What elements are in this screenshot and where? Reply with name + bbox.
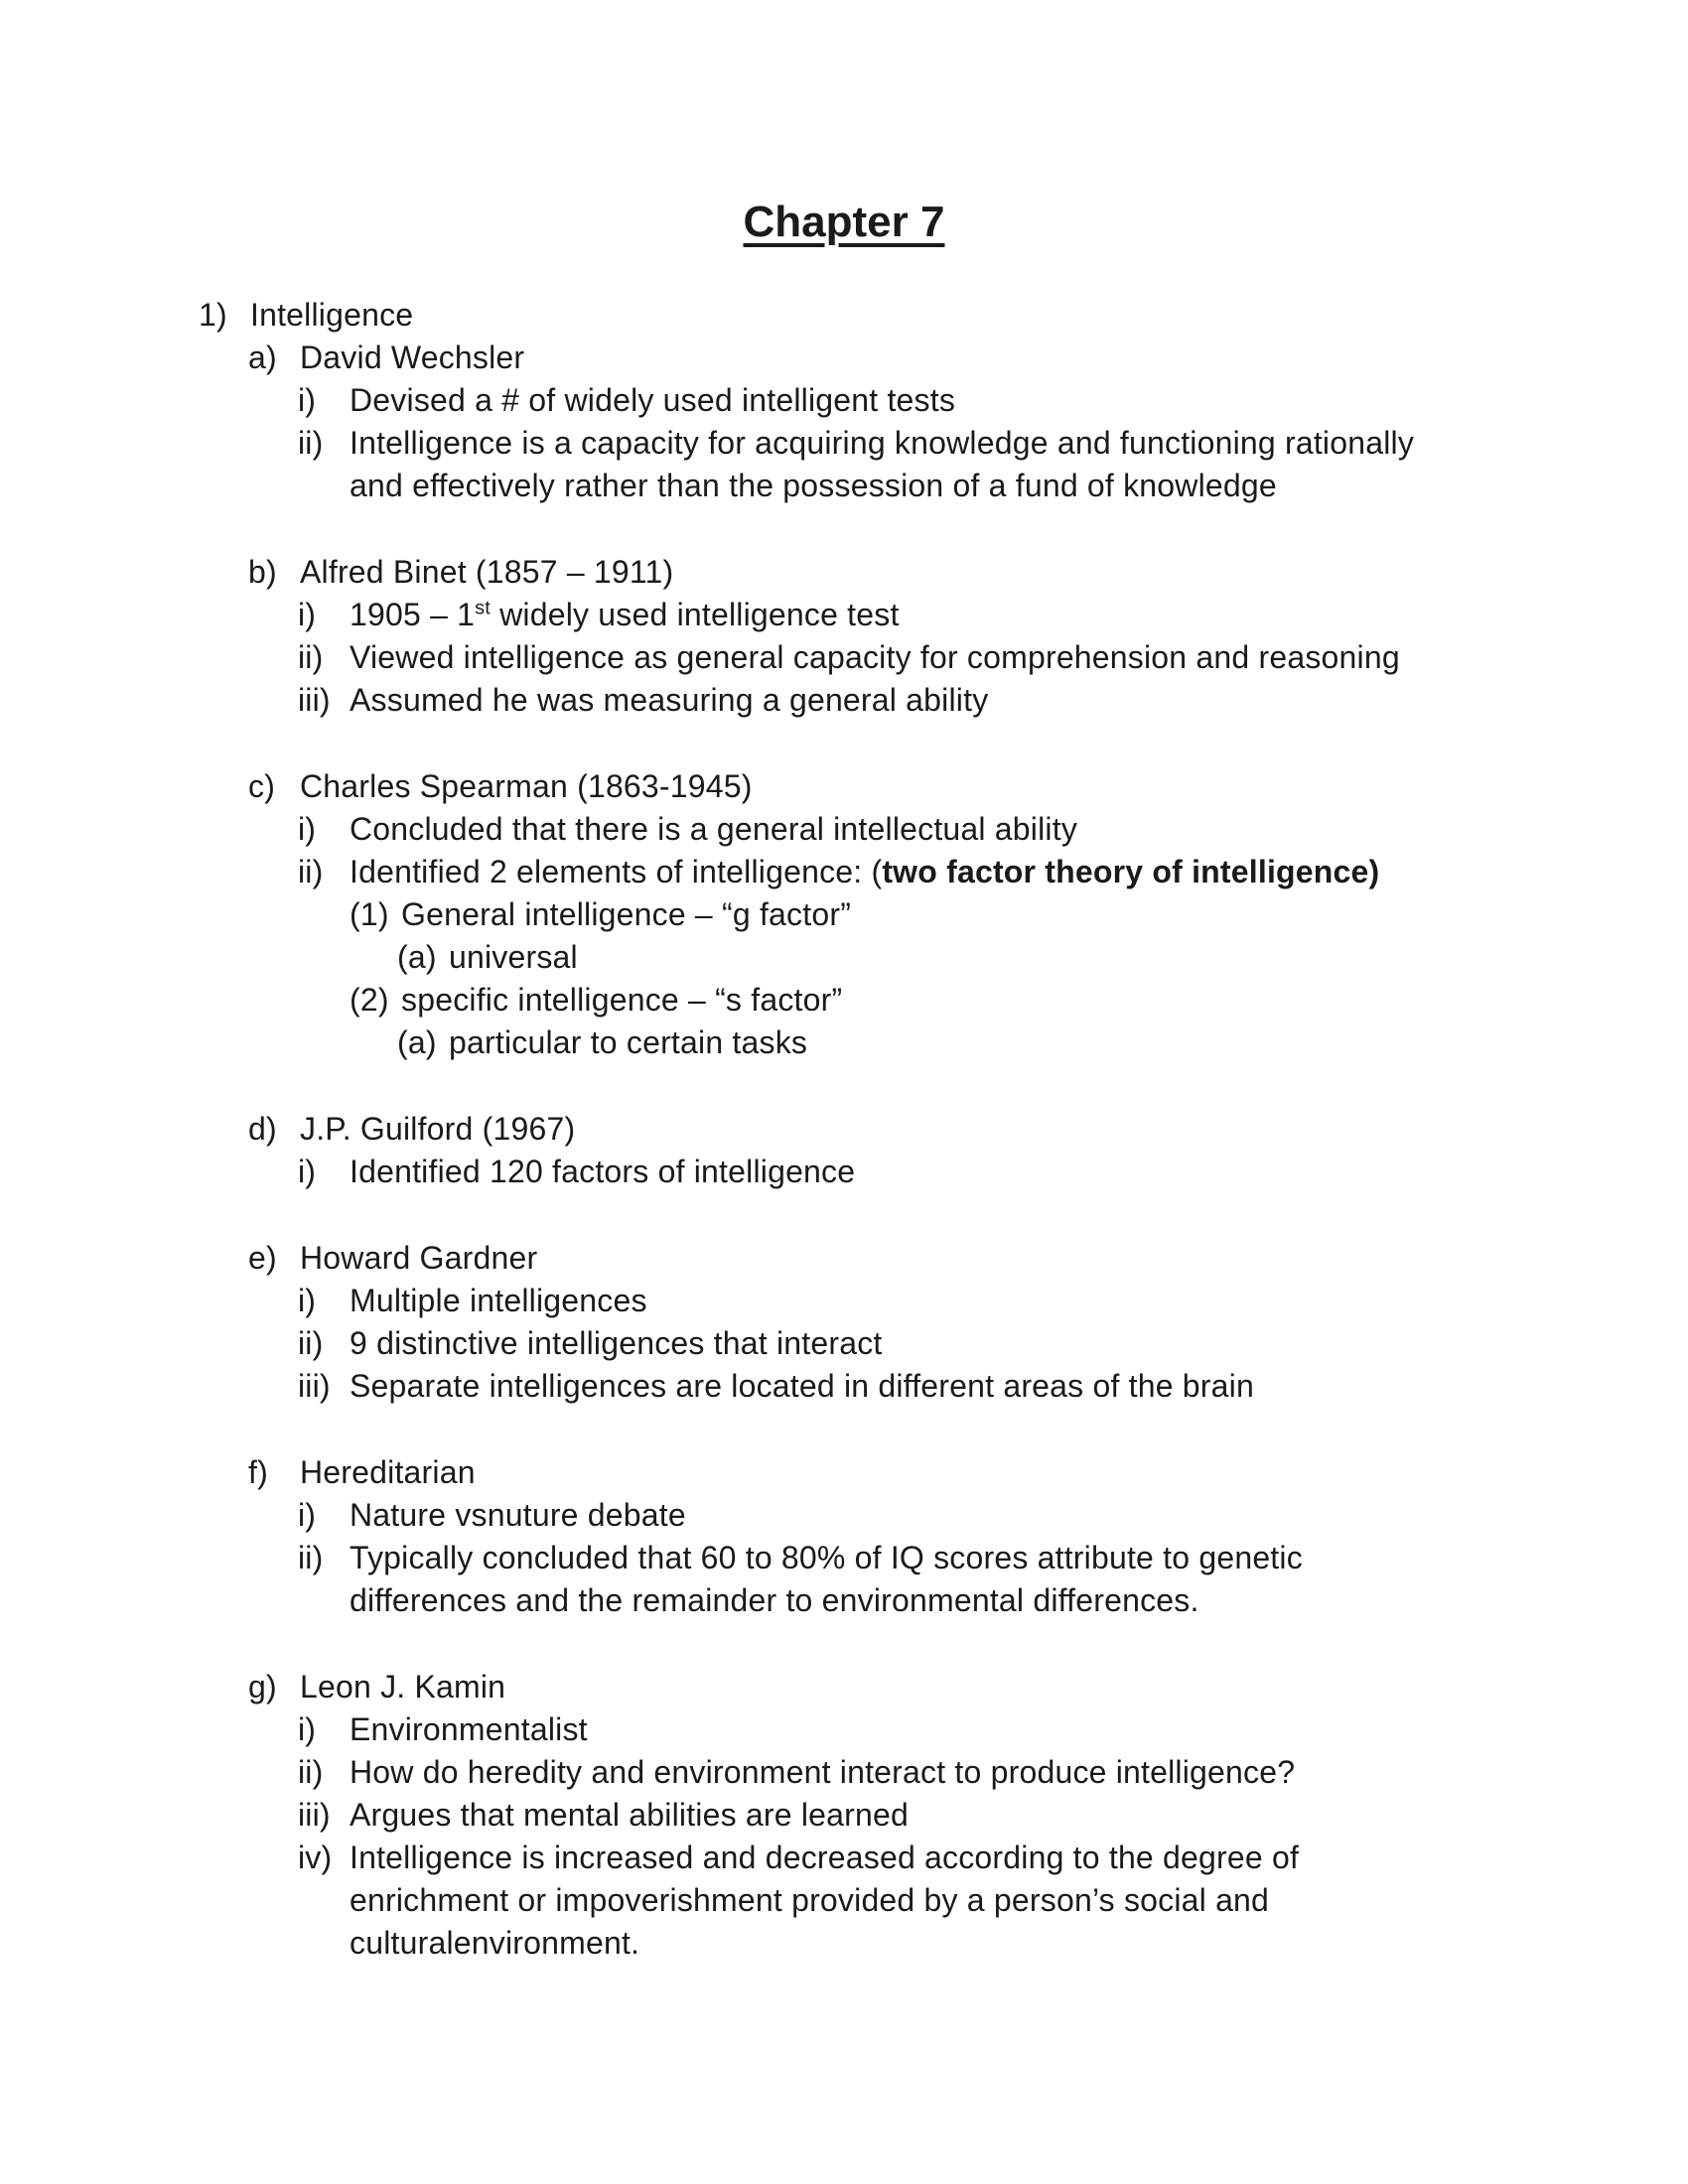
text-segment: st [475,597,491,619]
list-marker: (1) [350,896,389,932]
text-segment: Howard Gardner [300,1240,538,1276]
list-marker: ii) [298,1540,324,1575]
item-text [350,1365,1628,1408]
outline-item [0,936,1628,979]
text-segment: Typically concluded that 60 to 80% of IQ scores attribute to genetic [350,1540,1303,1575]
list-marker: (2) [350,982,389,1018]
item-text [300,1666,1628,1708]
paragraph-spacer [0,507,1628,551]
list-marker: ii) [298,425,324,461]
text-line [350,1879,1628,1922]
outline-item [0,851,1628,893]
text-line [350,1837,1628,1879]
text-line [300,337,1628,379]
item-text [449,1022,1628,1064]
text-segment: General intelligence – “g factor” [401,896,852,932]
list-marker: i) [298,1497,317,1533]
item-text [350,1837,1628,1965]
text-segment: Multiple intelligences [350,1283,647,1318]
text-segment: Intelligence is a capacity for acquiring knowledge and functioning rationally [350,425,1415,461]
list-marker: a) [248,340,277,375]
item-text [300,765,1628,808]
outline-item [0,1666,1628,1708]
outline-item [0,594,1628,636]
list-marker: b) [248,554,277,590]
text-line [350,1365,1628,1408]
text-line [350,1794,1628,1837]
text-segment: Alfred Binet (1857 – 1911) [300,554,674,590]
outline-item [0,1708,1628,1751]
item-text [350,1322,1628,1365]
outline-item [0,1108,1628,1151]
list-marker: i) [298,811,317,847]
text-segment: Identified 120 factors of intelligence [350,1154,856,1189]
item-text [449,936,1628,979]
item-text [350,594,1628,636]
item-text [350,636,1628,679]
text-line [350,379,1628,422]
outline-item [0,1237,1628,1280]
text-segment: Argues that mental abilities are learned [350,1797,909,1833]
outline-item [0,422,1628,507]
text-segment: widely used intelligence test [491,597,900,632]
text-segment: Separate intelligences are located in different areas of the brain [350,1368,1254,1404]
outline-item [0,1280,1628,1322]
text-segment: Leon J. Kamin [300,1669,506,1705]
list-marker: ii) [298,1325,324,1361]
outline-item [0,1365,1628,1408]
list-marker: ii) [298,639,324,675]
text-line [350,636,1628,679]
list-marker: (a) [397,939,437,975]
paragraph-spacer [0,1193,1628,1237]
text-segment: Nature vsnuture debate [350,1497,686,1533]
text-segment: differences and the remainder to environmental differences. [350,1582,1199,1618]
item-text [300,1237,1628,1280]
text-line [300,551,1628,594]
paragraph-spacer [0,1064,1628,1108]
list-marker: iii) [298,1368,331,1404]
text-line [300,1451,1628,1494]
list-marker: c) [248,768,276,804]
outline-item [0,1022,1628,1064]
list-marker: iii) [298,682,331,718]
text-line [350,1922,1628,1965]
text-segment: Intelligence is increased and decreased according to the degree of [350,1840,1300,1875]
item-text [350,679,1628,722]
text-line [350,1708,1628,1751]
text-line [350,1151,1628,1193]
paragraph-spacer [0,1408,1628,1451]
paragraph-spacer [0,1622,1628,1666]
outline-item [0,337,1628,379]
text-line [350,1280,1628,1322]
outline-item [0,636,1628,679]
text-segment: Devised a # of widely used intelligent tests [350,382,956,418]
list-marker: ii) [298,1754,324,1790]
list-marker: i) [298,1283,317,1318]
text-line [350,1322,1628,1365]
text-line [350,808,1628,851]
text-segment: J.P. Guilford (1967) [300,1111,576,1147]
item-text [350,422,1628,507]
text-line [250,294,1628,337]
text-segment: Environmentalist [350,1711,588,1747]
item-text [300,1451,1628,1494]
text-line [350,594,1628,636]
outline-item [0,1537,1628,1622]
text-line [401,893,1628,936]
text-segment: universal [449,939,578,975]
text-segment: 9 distinctive intelligences that interact [350,1325,883,1361]
text-line [401,979,1628,1022]
text-segment: Identified 2 elements of intelligence: ( [350,854,883,889]
text-line [350,465,1628,507]
item-text [350,379,1628,422]
list-marker: (a) [397,1024,437,1060]
outline-item [0,765,1628,808]
outline-item [0,979,1628,1022]
list-marker: i) [298,597,317,632]
item-text [350,851,1628,893]
text-segment: two factor theory of intelligence) [882,854,1380,889]
text-segment: particular to certain tasks [449,1024,808,1060]
item-text [401,979,1628,1022]
item-text [350,808,1628,851]
outline-item [0,893,1628,936]
item-text [350,1280,1628,1322]
item-text [350,1151,1628,1193]
text-segment: How do heredity and environment interact to produce intelligence? [350,1754,1296,1790]
text-segment: Assumed he was measuring a general ability [350,682,989,718]
text-line [350,1537,1628,1579]
text-line [449,1022,1628,1064]
text-segment: Intelligence [250,297,414,333]
page-title-text: Chapter 7 [743,198,945,246]
text-line [350,851,1628,893]
outline-item [0,1322,1628,1365]
item-text [300,551,1628,594]
item-text [350,1794,1628,1837]
list-marker: ii) [298,854,324,889]
outline-item [0,1837,1628,1965]
list-marker: i) [298,1154,317,1189]
outline-item [0,551,1628,594]
outline-item [0,808,1628,851]
outline-item [0,1151,1628,1193]
list-marker: 1) [199,297,227,333]
text-segment: Concluded that there is a general intellectual ability [350,811,1078,847]
list-marker: i) [298,1711,317,1747]
item-text [300,1108,1628,1151]
list-marker: iii) [298,1797,331,1833]
item-text [300,337,1628,379]
outline-item [0,1494,1628,1537]
outline [0,294,1628,1965]
item-text [401,893,1628,936]
text-line [300,765,1628,808]
text-line [300,1666,1628,1708]
text-segment: David Wechsler [300,340,525,375]
list-marker: iv) [298,1840,333,1875]
list-marker: e) [248,1240,277,1276]
outline-item [0,379,1628,422]
item-text [350,1708,1628,1751]
text-line [350,1579,1628,1622]
item-text [250,294,1628,337]
paragraph-spacer [0,722,1628,765]
text-line [350,422,1628,465]
text-segment: 1905 – 1 [350,597,476,632]
text-line [449,936,1628,979]
text-line [300,1108,1628,1151]
text-line [300,1237,1628,1280]
text-segment: Charles Spearman (1863-1945) [300,768,753,804]
list-marker: d) [248,1111,277,1147]
item-text [350,1751,1628,1794]
text-line [350,1494,1628,1537]
outline-item [0,294,1628,337]
text-segment: culturalenvironment. [350,1925,640,1961]
list-marker: i) [298,382,317,418]
text-line [350,1751,1628,1794]
text-segment: specific intelligence – “s factor” [401,982,843,1018]
outline-item [0,679,1628,722]
outline-item [0,1794,1628,1837]
page-title [0,197,1688,248]
text-line [350,679,1628,722]
text-segment: Viewed intelligence as general capacity for comprehension and reasoning [350,639,1400,675]
outline-item [0,1751,1628,1794]
outline-item [0,1451,1628,1494]
text-segment: and effectively rather than the possession of a fund of knowledge [350,468,1277,503]
list-marker: f) [248,1454,268,1490]
text-segment: enrichment or impoverishment provided by a person’s social and [350,1882,1270,1918]
item-text [350,1537,1628,1622]
list-marker: g) [248,1669,277,1705]
text-segment: Hereditarian [300,1454,476,1490]
item-text [350,1494,1628,1537]
